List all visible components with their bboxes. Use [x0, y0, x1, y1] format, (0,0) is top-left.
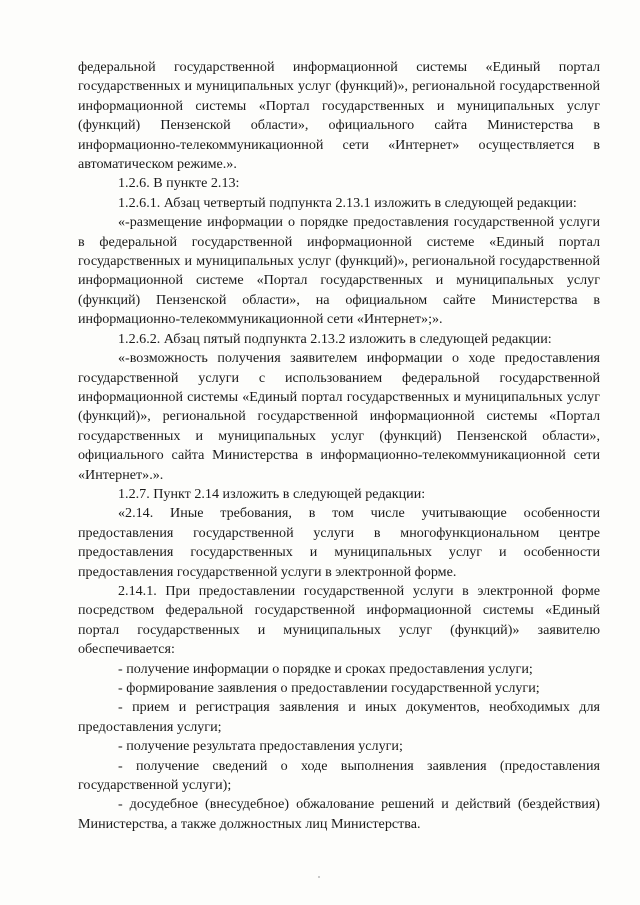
list-item: - формирование заявления о предоставлении государственной услуги;: [118, 680, 540, 696]
list-item: - получение информации о порядке и сроках предоставления услуги;: [118, 660, 533, 677]
scan-speck: [318, 876, 320, 878]
paragraph: «-возможность получения заявителем информации о ходе предоставления государственной услуги с использованием федеральной государственной информационной системы «Единый портал государственных и муниципальных услуг (функций)», региональной государственной информационной системы «Портал государственных и муниципальных услуг (функций) Пензенской области», официального сайта Министерства в информационно-телекоммуникационной сети «Интернет».».: [78, 350, 600, 483]
document-body: [78, 58, 600, 834]
paragraph: федеральной государственной информационной системы «Единый портал государственных и муниципальных услуг (функций)», региональной государственной информационной системы «Портал государственных и муниципальных услуг (функций) Пензенской области», официального сайта Министерства в информационно-телекоммуникационной сети «Интернет» осуществляется в автоматическом режиме.».: [78, 59, 600, 173]
paragraph: «2.14. Иные требования, в том числе учитывающие особенности предоставления государственной услуги в многофункциональном центре предоставления государственных и муниципальных услуг и особенности предоставления государственной услуги в электронной форме.: [78, 505, 600, 580]
paragraph: 2.14.1. При предоставлении государственной услуги в электронной форме посредством федеральной государственной информационной системы «Единый портал государственных и муниципальных услуг (функций)» заявителю обеспечивается:: [78, 582, 600, 658]
paragraph: 1.2.7. Пункт 2.14 изложить в следующей редакции:: [118, 485, 426, 502]
paragraph: «-размещение информации о порядке предоставления государственной услуги в федеральной государственной информационной системе «Единый портал государственных и муниципальных услуг (функций)», региональной государственной информационной системе «Портал государственных и муниципальных услуг (функций) Пензенской области», на официальном сайте Министерства в информационно-телекоммуникационной сети «Интернет»;».: [78, 214, 600, 328]
list-item: - досудебное (внесудебное) обжалование решений и действий (бездействия) Министерства, а также должностных лиц Министерства.: [78, 796, 600, 832]
list-item: - получение сведений о ходе выполнения заявления (предоставления государственной услуги);: [78, 757, 600, 794]
list-item: - прием и регистрация заявления и иных документов, необходимых для предоставления услуги;: [78, 699, 600, 735]
list-item: - получение результата предоставления услуги;: [118, 738, 403, 755]
paragraph: 1.2.6.2. Абзац пятый подпункта 2.13.2 изложить в следующей редакции:: [118, 330, 552, 347]
paragraph: 1.2.6. В пункте 2.13:: [118, 175, 240, 192]
paragraph: 1.2.6.1. Абзац четвертый подпункта 2.13.1 изложить в следующей редакции:: [118, 194, 577, 211]
